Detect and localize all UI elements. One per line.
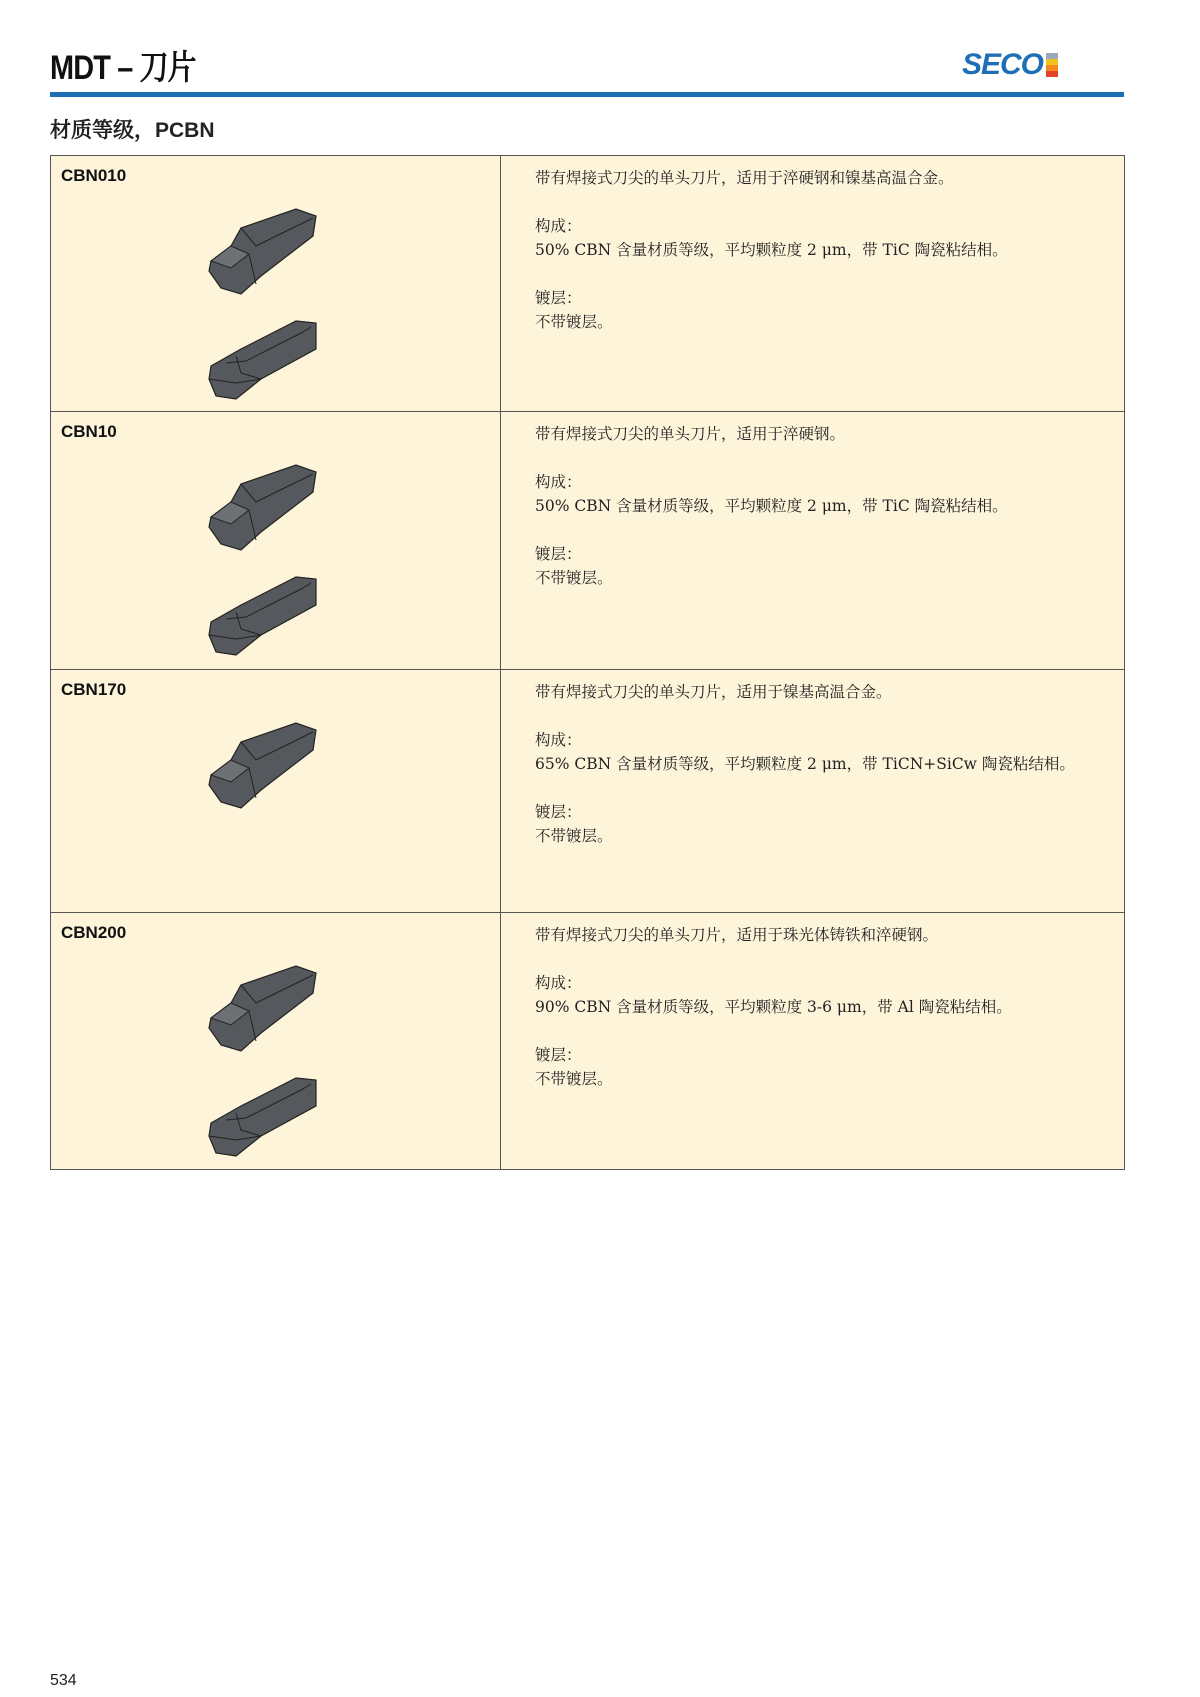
composition-label: 构成：: [535, 217, 582, 235]
grade-cell: [51, 913, 501, 1170]
composition-text: 50% CBN 含量材质等级，平均颗粒度 2 μm，带 TiC 陶瓷粘结相。: [535, 241, 1008, 259]
coating-text: 不带镀层。: [535, 313, 613, 331]
grade-name: CBN10: [61, 422, 117, 441]
grade-description: 带有焊接式刀尖的单头刀片，适用于淬硬钢和镍基高温合金。: [535, 169, 954, 187]
coating-text: 不带镀层。: [535, 827, 613, 845]
coating-label: 镀层：: [535, 803, 582, 821]
grade-name: CBN010: [61, 166, 127, 185]
grade-name: CBN170: [61, 680, 127, 699]
insert-image-icon: [201, 206, 331, 302]
logo-text: SECO: [962, 48, 1044, 81]
composition-text: 65% CBN 含量材质等级，平均颗粒度 2 μm，带 TiCN+SiCw 陶瓷粘结相。: [535, 755, 1075, 773]
composition-text: 50% CBN 含量材质等级，平均颗粒度 2 μm，带 TiC 陶瓷粘结相。: [535, 497, 1008, 515]
grade-name: CBN200: [61, 923, 127, 942]
coating-text: 不带镀层。: [535, 569, 613, 587]
insert-images: [201, 720, 331, 821]
grade-cell: [51, 670, 501, 913]
composition-text: 90% CBN 含量材质等级，平均颗粒度 3-6 μm，带 Al 陶瓷粘结相。: [535, 998, 1012, 1016]
page-title: MDT – 刀片: [50, 49, 196, 87]
grade-description-cell: [501, 156, 1125, 412]
grade-description: 带有焊接式刀尖的单头刀片，适用于镍基高温合金。: [535, 683, 892, 701]
grade-description-cell: [501, 670, 1125, 913]
coating-label: 镀层：: [535, 289, 582, 307]
grade-row: [51, 156, 1125, 412]
insert-images: [201, 462, 331, 668]
seco-logo: [962, 48, 1058, 82]
coating-label: 镀层：: [535, 545, 582, 563]
insert-image-icon: [201, 462, 331, 558]
insert-image-icon: [201, 963, 331, 1059]
composition-label: 构成：: [535, 731, 582, 749]
grade-description-cell: [501, 913, 1125, 1170]
grade-row: [51, 670, 1125, 913]
insert-image-icon: [201, 720, 331, 816]
grade-description-cell: [501, 412, 1125, 670]
grade-cell: [51, 156, 501, 412]
insert-image-icon: [201, 567, 331, 663]
composition-label: 构成：: [535, 473, 582, 491]
coating-label: 镀层：: [535, 1046, 582, 1064]
page-number: 534: [50, 1672, 77, 1689]
grades-table: [50, 155, 1125, 1170]
grade-description: 带有焊接式刀尖的单头刀片，适用于珠光体铸铁和淬硬钢。: [535, 926, 939, 944]
grade-row: [51, 913, 1125, 1170]
section-subtitle: 材质等级，PCBN: [50, 119, 215, 142]
logo-mark-icon: [1046, 53, 1058, 77]
insert-images: [201, 963, 331, 1169]
grade-cell: [51, 412, 501, 670]
grade-row: [51, 412, 1125, 670]
coating-text: 不带镀层。: [535, 1070, 613, 1088]
header-rule: [50, 92, 1124, 97]
insert-image-icon: [201, 311, 331, 407]
insert-image-icon: [201, 1068, 331, 1164]
grade-description: 带有焊接式刀尖的单头刀片，适用于淬硬钢。: [535, 425, 846, 443]
composition-label: 构成：: [535, 974, 582, 992]
insert-images: [201, 206, 331, 412]
